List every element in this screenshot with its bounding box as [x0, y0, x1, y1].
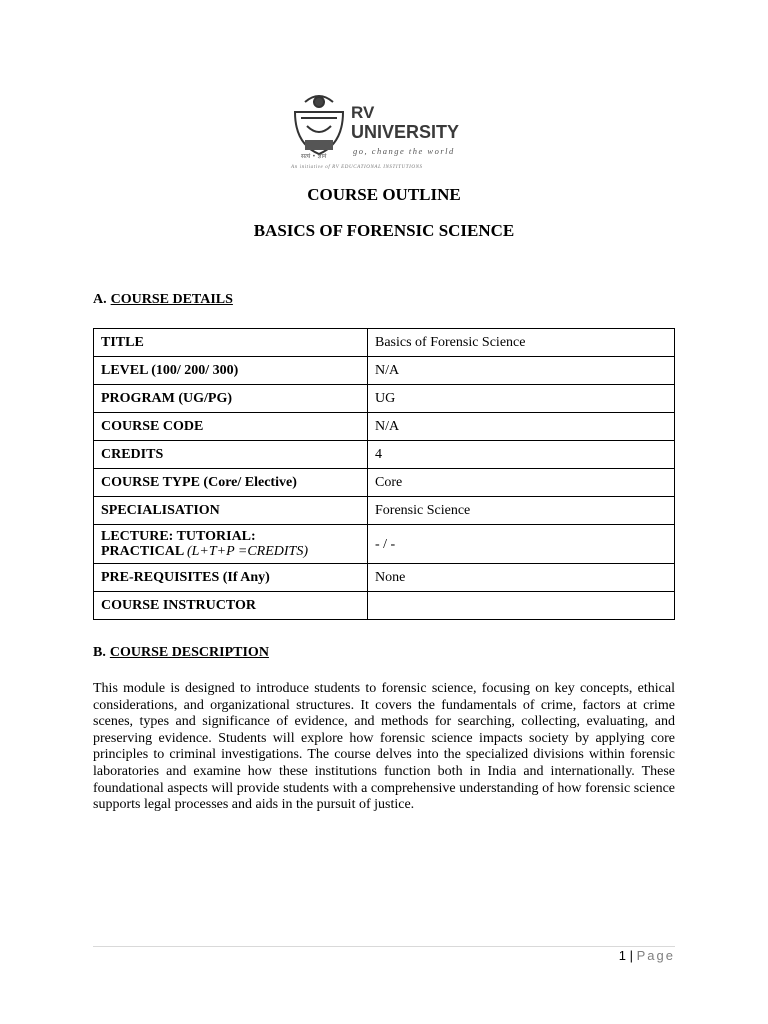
row-key: LEVEL (100/ 200/ 300): [94, 357, 368, 385]
page-footer: [619, 948, 675, 963]
row-value: None: [368, 564, 675, 592]
table-row: [94, 525, 675, 564]
row-key: PRE-REQUISITES (If Any): [94, 564, 368, 592]
row-key-formula: (L+T+P =CREDITS): [186, 544, 309, 559]
footer-separator: |: [629, 948, 633, 963]
section-b-title: COURSE DESCRIPTION: [109, 645, 269, 660]
row-value: N/A: [368, 413, 675, 441]
row-value: Forensic Science: [368, 497, 675, 525]
row-key: [94, 525, 368, 564]
row-value: Core: [368, 469, 675, 497]
section-a-letter: A.: [93, 292, 107, 307]
row-key: PROGRAM (UG/PG): [94, 385, 368, 413]
table-row: [94, 564, 675, 592]
table-row: [94, 413, 675, 441]
logo-motto: सत्यं • ज्ञानं: [301, 153, 327, 160]
document-title: COURSE OUTLINE: [307, 185, 461, 204]
section-b-letter: B.: [93, 645, 106, 660]
logo-name-line1: RV: [351, 103, 375, 122]
footer-divider: [93, 946, 675, 947]
course-details-table: [93, 328, 675, 620]
university-logo: [287, 92, 483, 170]
row-value: UG: [368, 385, 675, 413]
row-value: N/A: [368, 357, 675, 385]
row-key: COURSE TYPE (Core/ Elective): [94, 469, 368, 497]
row-key: COURSE CODE: [94, 413, 368, 441]
course-title: BASICS OF FORENSIC SCIENCE: [253, 221, 515, 240]
logo-tagline: go, change the world: [353, 146, 455, 156]
row-key: COURSE INSTRUCTOR: [94, 592, 368, 620]
row-key-line1: LECTURE: TUTORIAL:: [101, 529, 256, 544]
row-value: 4: [368, 441, 675, 469]
page-label: Page: [636, 948, 675, 963]
table-row: [94, 441, 675, 469]
row-key: CREDITS: [94, 441, 368, 469]
row-value: Basics of Forensic Science: [368, 329, 675, 357]
row-key-line2: PRACTICAL: [101, 544, 184, 559]
table-row: [94, 592, 675, 620]
crest-icon: [295, 96, 343, 154]
logo-name-line2: UNIVERSITY: [351, 122, 460, 142]
table-row: [94, 469, 675, 497]
row-value: [368, 592, 675, 620]
table-row: [94, 385, 675, 413]
row-value: - / -: [368, 525, 675, 564]
course-description: This module is designed to introduce students to forensic science, focusing on key concepts, ethical considerations, and organizational structures. It covers the fundamentals of crime, factors at crime scenes, types and significance of evidence, and methods for searching, collecting, evaluating, and preserving evidence. Students will explore how forensic science impacts society by applying core principles to criminal investigations. The course delves into the specialized divisions within forensic laboratories and examine how these institutions function both in India and internationally. These foundational aspects will provide students with a comprehensive understanding of how forensic science supports legal processes and aids in the pursuit of justice.: [93, 681, 675, 813]
table-row: [94, 357, 675, 385]
table-row: [94, 329, 675, 357]
section-b-heading: [93, 645, 269, 661]
row-key: SPECIALISATION: [94, 497, 368, 525]
page-number: 1: [618, 948, 626, 963]
logo-affiliation: An initiative of RV EDUCATIONAL INSTITUTIONS: [291, 165, 423, 170]
section-a-heading: [93, 292, 233, 308]
row-key: TITLE: [94, 329, 368, 357]
table-row: [94, 497, 675, 525]
section-a-title: COURSE DETAILS: [110, 292, 233, 307]
